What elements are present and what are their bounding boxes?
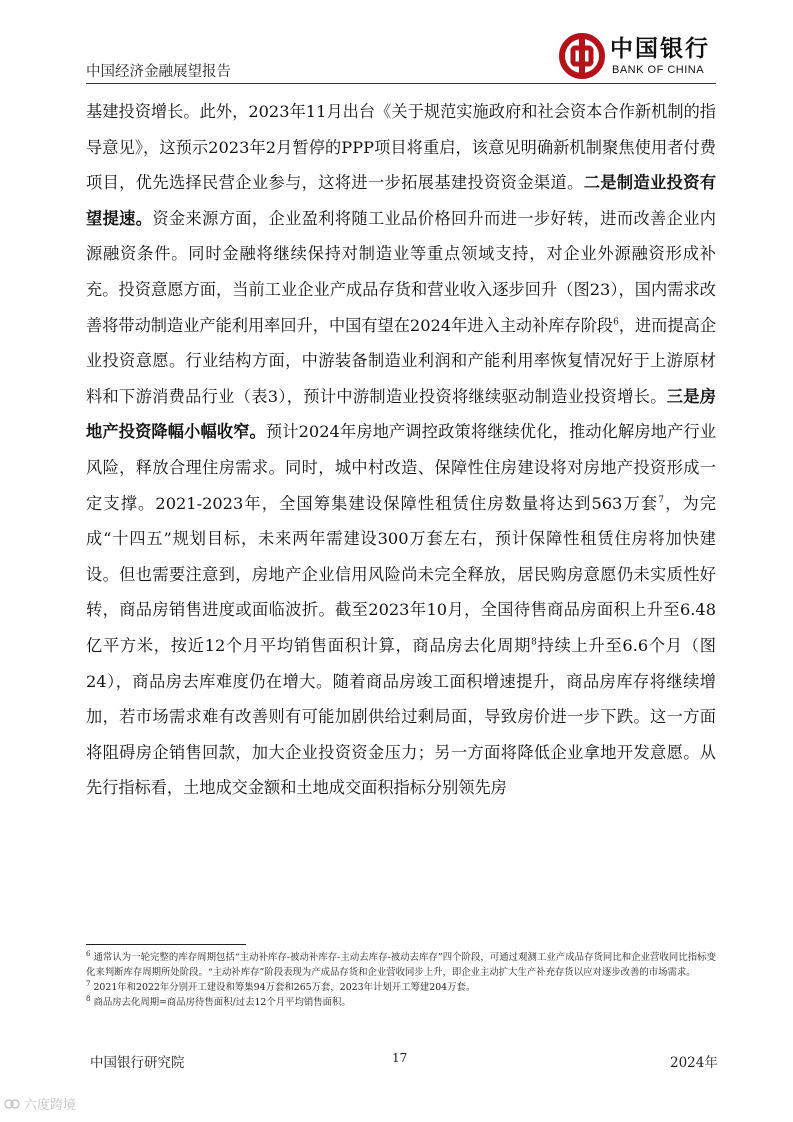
footnote (86, 950, 716, 980)
footnote-ref-8: 8 (531, 637, 537, 648)
footnote-number: 8 (86, 994, 91, 1003)
footnote-ref-6: 6 (613, 317, 619, 328)
watermark-text: 六度跨境 (24, 1097, 77, 1112)
logo-chinese-name: 中国银行 (610, 35, 710, 62)
footnotes (86, 950, 716, 1010)
logo-english-name: BANK OF CHINA (612, 64, 705, 76)
footnote-text: 2021年和2022年分别开工建设和筹集94万套和265万套，2023年计划开工筹建204万套。 (93, 982, 476, 993)
body-text-segment: 预计2024年房地产调控政策将继续优化，推动化解房地产行业风险，释放合理住房需求。同时，城中村改造、保障性住房建设将对房地产投资形成一定支撑。2021-2023年，全国筹集建设保障性租赁住房数量将达到563万套 (86, 422, 717, 513)
main-paragraph (86, 94, 716, 806)
body-text-segment: ，进而提高企业投资意愿。行业结构方面，中游装备制造业利润和产能利用率恢复情况好于上游原材料和下游消费品行业（表3），预计中游制造业投资将继续驱动制造业投资增长。 (86, 315, 717, 406)
boc-emblem-icon (558, 32, 606, 80)
footnote-ref-7: 7 (658, 495, 664, 506)
report-title: 中国经济金融展望报告 (86, 64, 231, 80)
watermark (4, 1094, 76, 1113)
footer-org: 中国银行研究院 (90, 1055, 185, 1071)
header-divider (86, 83, 716, 84)
footnote-number: 7 (86, 979, 91, 988)
footnote-number: 6 (86, 949, 91, 958)
bold-heading-manufacturing: 二是制造业投资有望提速。 (86, 173, 717, 228)
bold-heading-real-estate: 三是房地产投资降幅小幅收窄。 (86, 386, 716, 442)
body-text-segment: 资金来源方面，企业盈利将随工业品价格回升而进一步好转，进而改善企业内源融资条件。同时金融将继续保持对制造业等重点领域支持，对企业外源融资形成补充。投资意愿方面，当前工业企业产成品存货和营业收入逐步回升（图23），国内需求改善将带动制造业产能利用率回升，中国有望在2024年进入主动补库存阶段 (86, 208, 716, 335)
footnote-divider (86, 944, 246, 945)
page-number: 17 (392, 1051, 408, 1065)
body-text-segment: 基建投资增长。此外，2023年11月出台《关于规范实施政府和社会资本合作新机制的指导意见》，这预示2023年2月暂停的PPP项目将重启，该意见明确新机制聚焦使用者付费项目，优先选择民营企业参与，这将进一步拓展基建投资资金渠道。 (86, 102, 716, 193)
footnote (86, 995, 716, 1010)
watermark-logo-icon (4, 1098, 20, 1110)
footnote-text: 通常认为一轮完整的库存周期包括“主动补库存-被动补库存-主动去库存-被动去库存”四个阶段，可通过观测工业产成品存货同比和企业营收同比指标变化来判断库存周期所处阶段。“主动补库存”阶段表现为产成品存货和企业营收同步上升，即企业主动扩大生产补充存货以应对逐步改善的市场需求。 (86, 952, 716, 978)
footer-year: 2024年 (670, 1055, 718, 1071)
body-text-segment: 持续上升至6.6个月（图24），商品房去库难度仍在增大。随着商品房竣工面积增速提升，商品房库存将继续增加，若市场需求难有改善则有可能加剧供给过剩局面，导致房价进一步下跌。这一方面将阻碍房企销售回款，加大企业投资资金压力；另一方面将降低企业拿地开发意愿。从先行指标看，土地成交金额和土地成交面积指标分别领先房 (86, 635, 716, 798)
footnote-text: 商品房去化周期=商品房待售面积/过去12个月平均销售面积。 (93, 997, 351, 1008)
body-text-segment: ，为完成“十四五”规划目标，未来两年需建设300万套左右，预计保障性租赁住房将加快建设。但也需要注意到，房地产企业信用风险尚未完全释放，居民购房意愿仍未实质性好转，商品房销售进度或面临波折。截至2023年10月，全国待售商品房面积上升至6.48亿平方米，按近12个月平均销售面积计算，商品房去化周期 (86, 493, 717, 655)
footnote (86, 980, 716, 995)
bank-logo (558, 30, 718, 82)
